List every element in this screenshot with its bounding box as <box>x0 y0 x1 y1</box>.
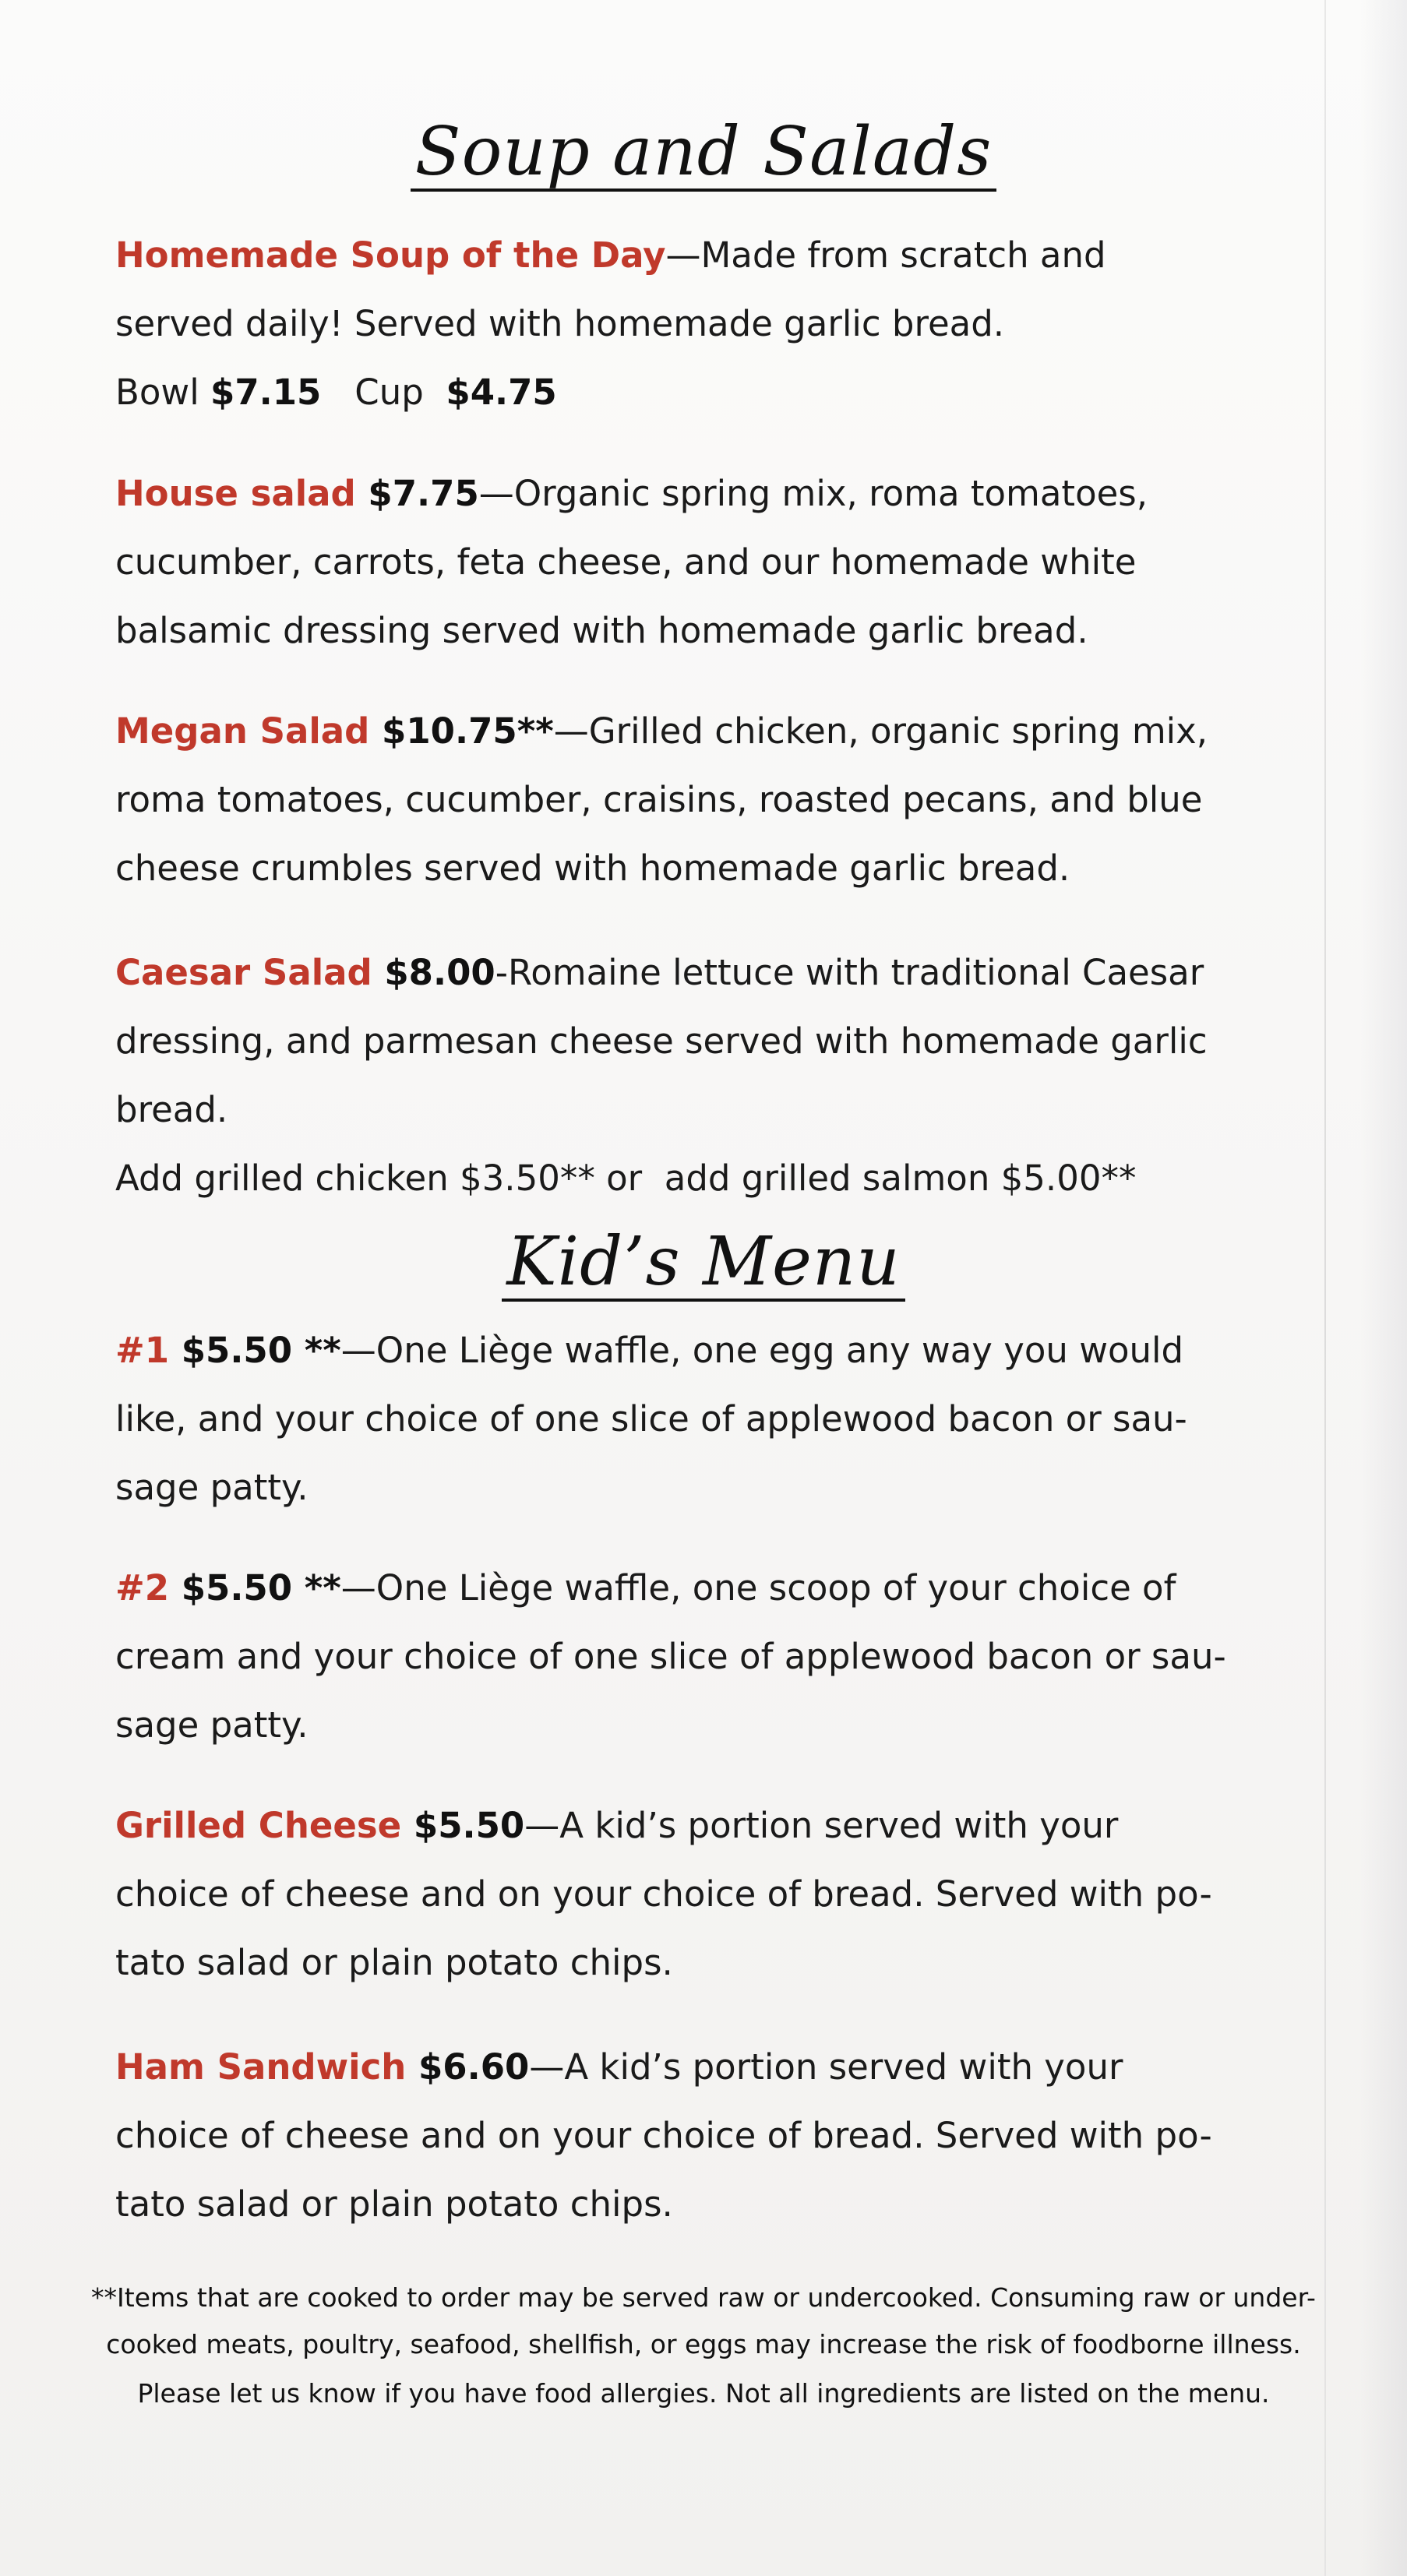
item-price: $5.50 <box>401 1805 525 1846</box>
item-description: —Organic spring mix, roma tomatoes, <box>478 473 1148 514</box>
item-line: choice of cheese and on your choice of bread. Served with po- <box>115 1873 1212 1915</box>
menu-item-kids-1 <box>115 1316 1307 1522</box>
item-line: cream and your choice of one slice of applewood bacon or sau- <box>115 1636 1226 1677</box>
item-name: Grilled Cheese <box>115 1805 402 1846</box>
item-line <box>115 1554 1307 1623</box>
item-price: $6.60 <box>406 2046 530 2088</box>
item-line <box>115 1316 1307 1385</box>
item-price: $7.75 <box>355 473 479 514</box>
cup-price: $4.75 <box>446 372 557 413</box>
item-name: Caesar Salad <box>115 952 372 993</box>
item-name: House salad <box>115 473 356 514</box>
bowl-label: Bowl <box>115 372 211 413</box>
item-price: $8.00 <box>372 952 495 993</box>
footnote-line: **Items that are cooked to order may be served raw or undercooked. Consuming raw or under- <box>91 2282 1316 2313</box>
item-description: —A kid’s portion served with your <box>524 1805 1119 1846</box>
item-line: sage patty. <box>115 1704 309 1746</box>
item-description: —One Liège waffle, one scoop of your choice of <box>340 1567 1176 1609</box>
item-price: $10.75** <box>369 710 554 752</box>
item-line: like, and your choice of one slice of applewood bacon or sau- <box>115 1398 1187 1440</box>
item-line: cucumber, carrots, feta cheese, and our homemade white <box>115 541 1137 583</box>
item-line: cheese crumbles served with homemade garlic bread. <box>115 848 1070 889</box>
menu-item-kids-2 <box>115 1554 1307 1760</box>
menu-item-grilled-cheese <box>115 1792 1307 1997</box>
item-line <box>115 221 1307 290</box>
item-line: dressing, and parmesan cheese served with homemade garlic <box>115 1020 1208 1062</box>
item-description: —Grilled chicken, organic spring mix, <box>553 710 1208 752</box>
item-addon-line: Add grilled chicken $3.50** or add grilled salmon $5.00** <box>115 1158 1137 1199</box>
item-description: —A kid’s portion served with your <box>529 2046 1123 2088</box>
menu-item-megan-salad <box>115 697 1307 903</box>
item-line: bread. <box>115 1089 228 1130</box>
item-line: choice of cheese and on your choice of bread. Served with po- <box>115 2115 1212 2156</box>
item-line: tato salad or plain potato chips. <box>115 2183 673 2225</box>
item-line: served daily! Served with homemade garlic bread. <box>115 303 1005 344</box>
item-line <box>115 2033 1307 2102</box>
item-name: #2 <box>115 1567 170 1609</box>
item-price: $5.50 ** <box>169 1330 341 1371</box>
item-description: —One Liège waffle, one egg any way you would <box>340 1330 1184 1371</box>
item-description: —Made from scratch and <box>665 234 1106 276</box>
item-price: $5.50 ** <box>169 1567 341 1609</box>
item-line: sage patty. <box>115 1467 309 1508</box>
item-line: roma tomatoes, cucumber, craisins, roasted pecans, and blue <box>115 779 1203 820</box>
footnote-line: Please let us know if you have food allergies. Not all ingredients are listed on the menu. <box>137 2378 1270 2409</box>
item-name: Ham Sandwich <box>115 2046 407 2088</box>
menu-item-house-salad <box>115 460 1307 665</box>
soup-and-salads-heading <box>0 113 1407 192</box>
kids-menu-heading-text: Kid’s Menu <box>502 1227 905 1302</box>
cup-label: Cup <box>321 372 446 413</box>
item-line <box>115 939 1307 1007</box>
menu-item-caesar-salad <box>115 939 1307 1213</box>
item-line: tato salad or plain potato chips. <box>115 1942 673 1983</box>
menu-item-ham-sandwich <box>115 2033 1307 2239</box>
kids-menu-heading <box>0 1223 1407 1302</box>
item-description: -Romaine lettuce with traditional Caesar <box>495 952 1204 993</box>
soup-and-salads-heading-text: Soup and Salads <box>411 117 997 192</box>
menu-item-soup-of-the-day <box>115 221 1307 427</box>
footnote-line: cooked meats, poultry, seafood, shellfish, or eggs may increase the risk of foodborne illness. <box>106 2329 1301 2359</box>
item-line <box>115 460 1307 528</box>
item-name: Megan Salad <box>115 710 370 752</box>
item-name: #1 <box>115 1330 170 1371</box>
item-line: balsamic dressing served with homemade garlic bread. <box>115 610 1088 651</box>
item-line <box>115 358 1307 427</box>
item-line <box>115 697 1307 766</box>
item-line <box>115 1792 1307 1860</box>
item-name: Homemade Soup of the Day <box>115 234 666 276</box>
bowl-price: $7.15 <box>210 372 322 413</box>
